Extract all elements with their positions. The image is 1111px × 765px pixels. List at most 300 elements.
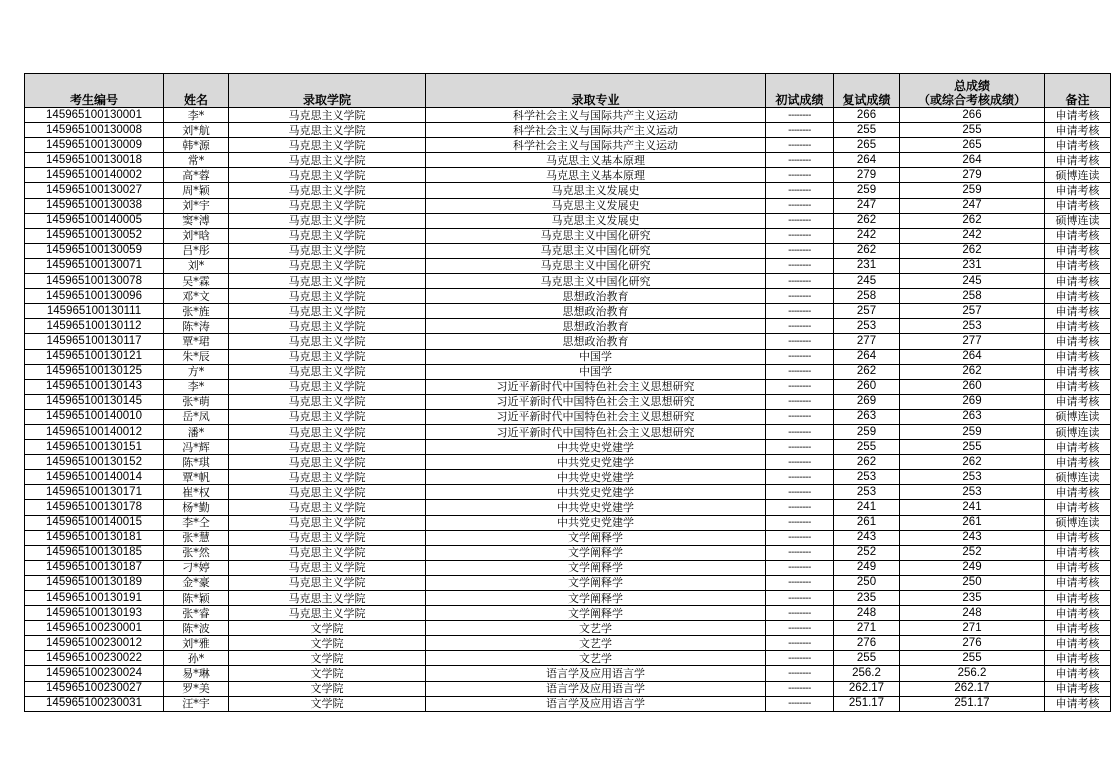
- cell-total-score: 258: [900, 289, 1045, 304]
- cell-total-score: 262.17: [900, 681, 1045, 696]
- cell-remark: 申请考核: [1045, 228, 1111, 243]
- header-row: [25, 74, 1111, 108]
- cell-college: 马克思主义学院: [229, 560, 426, 575]
- cell-exam-id: 145965100130059: [25, 243, 164, 258]
- cell-college: 马克思主义学院: [229, 455, 426, 470]
- cell-exam-id: 145965100130171: [25, 485, 164, 500]
- cell-college: 马克思主义学院: [229, 409, 426, 424]
- cell-retest-score: 249: [834, 560, 900, 575]
- table-row: [25, 696, 1111, 711]
- cell-retest-score: 266: [834, 108, 900, 123]
- cell-retest-score: 243: [834, 530, 900, 545]
- cell-total-score: 235: [900, 591, 1045, 606]
- cell-initial-score: --------: [766, 621, 834, 636]
- cell-total-score: 255: [900, 651, 1045, 666]
- cell-major: 文学阐释学: [426, 591, 766, 606]
- cell-exam-id: 145965100130078: [25, 274, 164, 289]
- cell-exam-id: 145965100130185: [25, 545, 164, 560]
- cell-total-score: 269: [900, 394, 1045, 409]
- cell-remark: 硕博连读: [1045, 213, 1111, 228]
- cell-name: 刘*宇: [164, 198, 229, 213]
- cell-name: 刘*: [164, 258, 229, 273]
- cell-name: 陈*颖: [164, 591, 229, 606]
- cell-retest-score: 253: [834, 470, 900, 485]
- cell-name: 金*豪: [164, 575, 229, 590]
- header-college: 录取学院: [229, 74, 426, 108]
- table-row: [25, 183, 1111, 198]
- cell-college: 马克思主义学院: [229, 168, 426, 183]
- cell-initial-score: --------: [766, 364, 834, 379]
- cell-remark: 申请考核: [1045, 349, 1111, 364]
- cell-college: 马克思主义学院: [229, 108, 426, 123]
- cell-total-score: 250: [900, 575, 1045, 590]
- cell-major: 文学阐释学: [426, 530, 766, 545]
- cell-retest-score: 262: [834, 455, 900, 470]
- cell-initial-score: --------: [766, 681, 834, 696]
- cell-remark: 申请考核: [1045, 681, 1111, 696]
- cell-total-score: 253: [900, 470, 1045, 485]
- cell-major: 习近平新时代中国特色社会主义思想研究: [426, 379, 766, 394]
- cell-total-score: 243: [900, 530, 1045, 545]
- cell-initial-score: --------: [766, 636, 834, 651]
- cell-name: 崔*权: [164, 485, 229, 500]
- cell-major: 思想政治教育: [426, 304, 766, 319]
- cell-exam-id: 145965100130001: [25, 108, 164, 123]
- cell-total-score: 252: [900, 545, 1045, 560]
- cell-total-score: 256.2: [900, 666, 1045, 681]
- table-row: [25, 394, 1111, 409]
- table-row: [25, 304, 1111, 319]
- cell-remark: 申请考核: [1045, 530, 1111, 545]
- cell-exam-id: 145965100230031: [25, 696, 164, 711]
- cell-total-score: 262: [900, 243, 1045, 258]
- cell-total-score: 262: [900, 213, 1045, 228]
- cell-retest-score: 258: [834, 289, 900, 304]
- cell-remark: 申请考核: [1045, 485, 1111, 500]
- cell-major: 习近平新时代中国特色社会主义思想研究: [426, 424, 766, 439]
- cell-exam-id: 145965100130009: [25, 138, 164, 153]
- header-remark: 备注: [1045, 74, 1111, 108]
- cell-major: 习近平新时代中国特色社会主义思想研究: [426, 394, 766, 409]
- table-row: [25, 621, 1111, 636]
- cell-initial-score: --------: [766, 168, 834, 183]
- cell-major: 文学阐释学: [426, 606, 766, 621]
- cell-college: 马克思主义学院: [229, 591, 426, 606]
- cell-retest-score: 262: [834, 213, 900, 228]
- cell-college: 马克思主义学院: [229, 319, 426, 334]
- cell-retest-score: 247: [834, 198, 900, 213]
- cell-initial-score: --------: [766, 183, 834, 198]
- cell-retest-score: 271: [834, 621, 900, 636]
- table-row: [25, 424, 1111, 439]
- cell-remark: 申请考核: [1045, 304, 1111, 319]
- cell-exam-id: 145965100130181: [25, 530, 164, 545]
- table-row: [25, 138, 1111, 153]
- cell-college: 马克思主义学院: [229, 123, 426, 138]
- cell-name: 罗*美: [164, 681, 229, 696]
- cell-name: 朱*辰: [164, 349, 229, 364]
- cell-college: 文学院: [229, 696, 426, 711]
- cell-name: 张*萌: [164, 394, 229, 409]
- cell-remark: 硕博连读: [1045, 168, 1111, 183]
- cell-name: 刘*晗: [164, 228, 229, 243]
- cell-exam-id: 145965100130125: [25, 364, 164, 379]
- cell-college: 马克思主义学院: [229, 485, 426, 500]
- cell-major: 文学阐释学: [426, 545, 766, 560]
- cell-retest-score: 262: [834, 243, 900, 258]
- cell-retest-score: 277: [834, 334, 900, 349]
- cell-initial-score: --------: [766, 349, 834, 364]
- cell-remark: 硕博连读: [1045, 424, 1111, 439]
- cell-retest-score: 248: [834, 606, 900, 621]
- cell-college: 马克思主义学院: [229, 515, 426, 530]
- cell-total-score: 264: [900, 153, 1045, 168]
- cell-college: 马克思主义学院: [229, 606, 426, 621]
- cell-exam-id: 145965100130151: [25, 440, 164, 455]
- cell-total-score: 265: [900, 138, 1045, 153]
- table-row: [25, 409, 1111, 424]
- cell-initial-score: --------: [766, 440, 834, 455]
- cell-major: 文艺学: [426, 651, 766, 666]
- cell-initial-score: --------: [766, 545, 834, 560]
- cell-college: 马克思主义学院: [229, 304, 426, 319]
- cell-remark: 申请考核: [1045, 364, 1111, 379]
- cell-total-score: 248: [900, 606, 1045, 621]
- cell-major: 文艺学: [426, 621, 766, 636]
- cell-exam-id: 145965100230001: [25, 621, 164, 636]
- cell-initial-score: --------: [766, 108, 834, 123]
- cell-initial-score: --------: [766, 123, 834, 138]
- cell-name: 覃*帆: [164, 470, 229, 485]
- cell-total-score: 247: [900, 198, 1045, 213]
- cell-initial-score: --------: [766, 560, 834, 575]
- cell-exam-id: 145965100140014: [25, 470, 164, 485]
- cell-exam-id: 145965100230022: [25, 651, 164, 666]
- cell-major: 文艺学: [426, 636, 766, 651]
- cell-major: 马克思主义中国化研究: [426, 243, 766, 258]
- cell-remark: 申请考核: [1045, 696, 1111, 711]
- cell-remark: 申请考核: [1045, 651, 1111, 666]
- cell-major: 中共党史党建学: [426, 470, 766, 485]
- cell-major: 科学社会主义与国际共产主义运动: [426, 123, 766, 138]
- cell-exam-id: 145965100230024: [25, 666, 164, 681]
- header-retest-score: 复试成绩: [834, 74, 900, 108]
- cell-total-score: 255: [900, 440, 1045, 455]
- cell-major: 习近平新时代中国特色社会主义思想研究: [426, 409, 766, 424]
- cell-name: 张*睿: [164, 606, 229, 621]
- table-row: [25, 560, 1111, 575]
- cell-total-score: 242: [900, 228, 1045, 243]
- table-row: [25, 545, 1111, 560]
- cell-name: 张*慧: [164, 530, 229, 545]
- cell-exam-id: 145965100230027: [25, 681, 164, 696]
- cell-college: 马克思主义学院: [229, 258, 426, 273]
- cell-name: 冯*辉: [164, 440, 229, 455]
- cell-college: 马克思主义学院: [229, 575, 426, 590]
- cell-initial-score: --------: [766, 591, 834, 606]
- cell-exam-id: 145965100140002: [25, 168, 164, 183]
- cell-retest-score: 231: [834, 258, 900, 273]
- cell-initial-score: --------: [766, 606, 834, 621]
- cell-total-score: 253: [900, 319, 1045, 334]
- cell-total-score: 271: [900, 621, 1045, 636]
- cell-retest-score: 259: [834, 183, 900, 198]
- cell-total-score: 260: [900, 379, 1045, 394]
- cell-college: 马克思主义学院: [229, 379, 426, 394]
- cell-college: 文学院: [229, 621, 426, 636]
- cell-exam-id: 145965100230012: [25, 636, 164, 651]
- cell-name: 孙*: [164, 651, 229, 666]
- table-row: [25, 123, 1111, 138]
- cell-initial-score: --------: [766, 274, 834, 289]
- cell-major: 中共党史党建学: [426, 455, 766, 470]
- cell-major: 科学社会主义与国际共产主义运动: [426, 108, 766, 123]
- header-major: 录取专业: [426, 74, 766, 108]
- admission-table-sheet: [24, 73, 1100, 712]
- cell-total-score: 261: [900, 515, 1045, 530]
- cell-total-score: 253: [900, 485, 1045, 500]
- table-row: [25, 228, 1111, 243]
- cell-initial-score: --------: [766, 258, 834, 273]
- cell-exam-id: 145965100130187: [25, 560, 164, 575]
- cell-total-score: 277: [900, 334, 1045, 349]
- cell-major: 马克思主义基本原理: [426, 153, 766, 168]
- cell-name: 韩*源: [164, 138, 229, 153]
- cell-major: 马克思主义发展史: [426, 198, 766, 213]
- cell-college: 马克思主义学院: [229, 349, 426, 364]
- cell-college: 马克思主义学院: [229, 228, 426, 243]
- cell-major: 马克思主义发展史: [426, 183, 766, 198]
- cell-name: 吕*彤: [164, 243, 229, 258]
- cell-exam-id: 145965100130191: [25, 591, 164, 606]
- cell-total-score: 266: [900, 108, 1045, 123]
- cell-retest-score: 262: [834, 364, 900, 379]
- cell-name: 邓*文: [164, 289, 229, 304]
- cell-major: 中国学: [426, 364, 766, 379]
- table-row: [25, 334, 1111, 349]
- cell-retest-score: 255: [834, 123, 900, 138]
- cell-college: 马克思主义学院: [229, 440, 426, 455]
- cell-remark: 硕博连读: [1045, 470, 1111, 485]
- cell-college: 马克思主义学院: [229, 153, 426, 168]
- table-row: [25, 666, 1111, 681]
- cell-retest-score: 235: [834, 591, 900, 606]
- cell-initial-score: --------: [766, 198, 834, 213]
- cell-retest-score: 269: [834, 394, 900, 409]
- cell-remark: 申请考核: [1045, 289, 1111, 304]
- table-row: [25, 440, 1111, 455]
- table-row: [25, 606, 1111, 621]
- table-row: [25, 153, 1111, 168]
- cell-initial-score: --------: [766, 228, 834, 243]
- cell-total-score: 259: [900, 424, 1045, 439]
- cell-remark: 申请考核: [1045, 591, 1111, 606]
- cell-name: 常*: [164, 153, 229, 168]
- cell-initial-score: --------: [766, 500, 834, 515]
- table-row: [25, 455, 1111, 470]
- cell-major: 中共党史党建学: [426, 500, 766, 515]
- cell-exam-id: 145965100130027: [25, 183, 164, 198]
- cell-name: 周*颖: [164, 183, 229, 198]
- cell-remark: 硕博连读: [1045, 515, 1111, 530]
- cell-college: 马克思主义学院: [229, 334, 426, 349]
- cell-exam-id: 145965100130193: [25, 606, 164, 621]
- cell-exam-id: 145965100140012: [25, 424, 164, 439]
- cell-retest-score: 256.2: [834, 666, 900, 681]
- cell-college: 马克思主义学院: [229, 530, 426, 545]
- cell-initial-score: --------: [766, 394, 834, 409]
- table-row: [25, 636, 1111, 651]
- table-row: [25, 289, 1111, 304]
- table-row: [25, 198, 1111, 213]
- cell-major: 中共党史党建学: [426, 440, 766, 455]
- cell-retest-score: 253: [834, 319, 900, 334]
- cell-initial-score: --------: [766, 470, 834, 485]
- cell-retest-score: 242: [834, 228, 900, 243]
- cell-exam-id: 145965100130008: [25, 123, 164, 138]
- cell-exam-id: 145965100130112: [25, 319, 164, 334]
- cell-exam-id: 145965100130096: [25, 289, 164, 304]
- header-initial-score: 初试成绩: [766, 74, 834, 108]
- cell-retest-score: 241: [834, 500, 900, 515]
- cell-college: 马克思主义学院: [229, 500, 426, 515]
- cell-exam-id: 145965100130038: [25, 198, 164, 213]
- cell-major: 中共党史党建学: [426, 485, 766, 500]
- cell-remark: 申请考核: [1045, 621, 1111, 636]
- cell-initial-score: --------: [766, 696, 834, 711]
- cell-initial-score: --------: [766, 213, 834, 228]
- cell-remark: 申请考核: [1045, 258, 1111, 273]
- cell-retest-score: 255: [834, 651, 900, 666]
- cell-remark: 申请考核: [1045, 379, 1111, 394]
- cell-remark: 申请考核: [1045, 500, 1111, 515]
- cell-retest-score: 279: [834, 168, 900, 183]
- cell-initial-score: --------: [766, 304, 834, 319]
- cell-name: 张*然: [164, 545, 229, 560]
- cell-college: 马克思主义学院: [229, 243, 426, 258]
- cell-total-score: 264: [900, 349, 1045, 364]
- cell-initial-score: --------: [766, 289, 834, 304]
- cell-retest-score: 252: [834, 545, 900, 560]
- cell-retest-score: 260: [834, 379, 900, 394]
- table-row: [25, 681, 1111, 696]
- cell-retest-score: 245: [834, 274, 900, 289]
- cell-major: 语言学及应用语言学: [426, 666, 766, 681]
- cell-retest-score: 263: [834, 409, 900, 424]
- cell-exam-id: 145965100130143: [25, 379, 164, 394]
- cell-college: 马克思主义学院: [229, 364, 426, 379]
- cell-exam-id: 145965100140005: [25, 213, 164, 228]
- cell-total-score: 262: [900, 364, 1045, 379]
- cell-total-score: 262: [900, 455, 1045, 470]
- cell-initial-score: --------: [766, 455, 834, 470]
- cell-name: 易*琳: [164, 666, 229, 681]
- cell-college: 马克思主义学院: [229, 138, 426, 153]
- cell-total-score: 257: [900, 304, 1045, 319]
- cell-college: 马克思主义学院: [229, 213, 426, 228]
- cell-initial-score: --------: [766, 530, 834, 545]
- cell-initial-score: --------: [766, 138, 834, 153]
- cell-name: 吴*霖: [164, 274, 229, 289]
- table-row: [25, 349, 1111, 364]
- cell-initial-score: --------: [766, 666, 834, 681]
- cell-name: 张*旌: [164, 304, 229, 319]
- cell-remark: 申请考核: [1045, 606, 1111, 621]
- cell-major: 中国学: [426, 349, 766, 364]
- cell-remark: 申请考核: [1045, 108, 1111, 123]
- cell-retest-score: 259: [834, 424, 900, 439]
- cell-total-score: 231: [900, 258, 1045, 273]
- cell-college: 马克思主义学院: [229, 470, 426, 485]
- header-name: 姓名: [164, 74, 229, 108]
- table-row: [25, 515, 1111, 530]
- cell-initial-score: --------: [766, 651, 834, 666]
- cell-remark: 申请考核: [1045, 334, 1111, 349]
- cell-major: 马克思主义中国化研究: [426, 228, 766, 243]
- cell-remark: 申请考核: [1045, 666, 1111, 681]
- cell-total-score: 276: [900, 636, 1045, 651]
- table-row: [25, 575, 1111, 590]
- table-row: [25, 274, 1111, 289]
- cell-remark: 申请考核: [1045, 440, 1111, 455]
- table-row: [25, 108, 1111, 123]
- cell-exam-id: 145965100130018: [25, 153, 164, 168]
- cell-retest-score: 276: [834, 636, 900, 651]
- cell-retest-score: 265: [834, 138, 900, 153]
- cell-initial-score: --------: [766, 319, 834, 334]
- cell-exam-id: 145965100130121: [25, 349, 164, 364]
- table-row: [25, 470, 1111, 485]
- table-row: [25, 319, 1111, 334]
- cell-major: 马克思主义中国化研究: [426, 258, 766, 273]
- cell-remark: 申请考核: [1045, 575, 1111, 590]
- cell-remark: 申请考核: [1045, 455, 1111, 470]
- table-body: [25, 108, 1111, 712]
- cell-total-score: 245: [900, 274, 1045, 289]
- cell-college: 马克思主义学院: [229, 198, 426, 213]
- cell-college: 文学院: [229, 681, 426, 696]
- cell-major: 思想政治教育: [426, 334, 766, 349]
- cell-retest-score: 262.17: [834, 681, 900, 696]
- cell-initial-score: --------: [766, 485, 834, 500]
- cell-name: 岳*凤: [164, 409, 229, 424]
- cell-retest-score: 261: [834, 515, 900, 530]
- cell-exam-id: 145965100140010: [25, 409, 164, 424]
- cell-remark: 申请考核: [1045, 153, 1111, 168]
- cell-total-score: 255: [900, 123, 1045, 138]
- table-row: [25, 243, 1111, 258]
- table-row: [25, 258, 1111, 273]
- cell-initial-score: --------: [766, 515, 834, 530]
- cell-name: 刘*雅: [164, 636, 229, 651]
- cell-remark: 申请考核: [1045, 138, 1111, 153]
- cell-retest-score: 255: [834, 440, 900, 455]
- header-total-score: 总成绩 （或综合考核成绩）: [900, 74, 1045, 108]
- cell-retest-score: 264: [834, 153, 900, 168]
- cell-total-score: 241: [900, 500, 1045, 515]
- cell-total-score: 251.17: [900, 696, 1045, 711]
- cell-college: 马克思主义学院: [229, 394, 426, 409]
- cell-major: 马克思主义中国化研究: [426, 274, 766, 289]
- cell-initial-score: --------: [766, 409, 834, 424]
- cell-major: 文学阐释学: [426, 575, 766, 590]
- table-row: [25, 364, 1111, 379]
- table-row: [25, 379, 1111, 394]
- cell-exam-id: 145965100130071: [25, 258, 164, 273]
- cell-exam-id: 145965100130152: [25, 455, 164, 470]
- cell-remark: 申请考核: [1045, 274, 1111, 289]
- cell-total-score: 259: [900, 183, 1045, 198]
